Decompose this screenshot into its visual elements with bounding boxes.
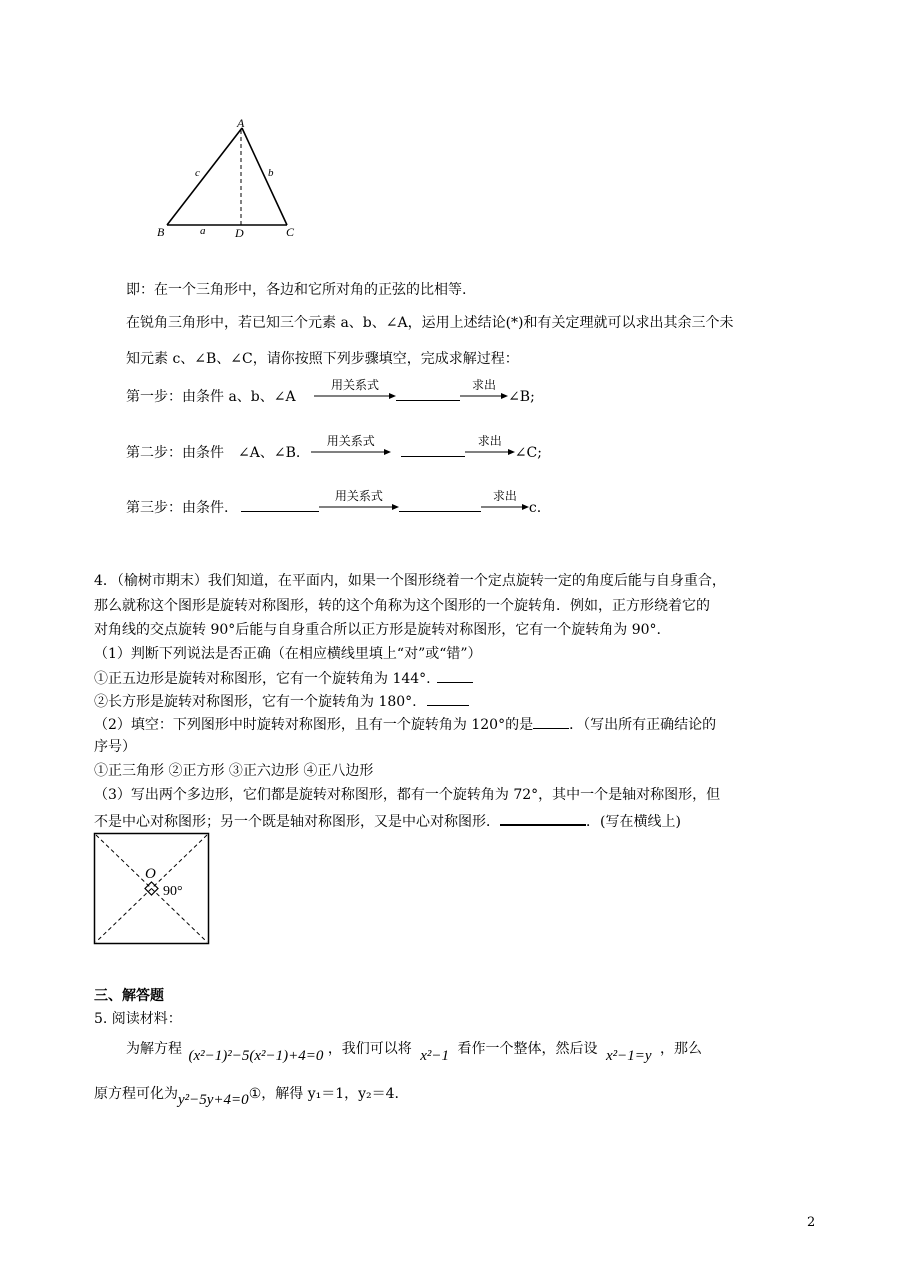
step2-row (126, 434, 542, 462)
step2-blank[interactable] (401, 442, 465, 457)
side-a: a (200, 225, 206, 237)
q5-l1d: ，那么 (659, 1041, 702, 1057)
q4-part3b: 不是中心对称图形；另一个既是轴对称图形，又是中心对称图形． (94, 814, 500, 830)
q5-title: 5. 阅读材料： (94, 1011, 182, 1027)
side-b: b (268, 167, 274, 179)
vertex-A: A (237, 116, 245, 130)
page-number: 2 (807, 1215, 816, 1230)
step2-arrow2 (465, 434, 515, 457)
q4-part2c: 序号） (94, 739, 136, 755)
q4-part1b-blank[interactable] (427, 691, 469, 706)
q5-eq2: x²−1 (420, 1048, 450, 1064)
step2-arrow1-label: 用关系式 (326, 434, 375, 448)
square-figure (93, 832, 211, 946)
q4-line3: 对角线的交点旋转 90°后能与自身重合所以正方形是旋转对称图形，它有一个旋转角为 90°. (94, 622, 661, 638)
q4-part3a: （3）写出两个多边形，它们都是旋转对称图形，都有一个旋转角为 72°，其中一个是轴对称图形，但 (94, 787, 721, 803)
step3-blank1[interactable] (241, 497, 319, 512)
step1-suffix: ∠B; (508, 389, 535, 405)
q4-part1: （1）判断下列说法是否正确（在相应横线里填上“对”或“错”） (94, 646, 482, 662)
acute-intro-line1: 在锐角三角形中，若已知三个元素 a、b、∠A，运用上述结论(*)和有关定理就可以求出其余三个未 (126, 315, 734, 331)
step2-arrow1 (311, 434, 391, 457)
step1-prefix: 第一步：由条件 a、b、∠A (126, 389, 296, 405)
step3-row (126, 489, 542, 517)
q4-line2: 那么就称这个图形是旋转对称图形，转的这个角称为这个图形的一个旋转角．例如，正方形绕着它的 (94, 598, 710, 614)
triangle-figure (150, 112, 310, 242)
vertex-C: C (286, 225, 295, 239)
step1-blank[interactable] (396, 386, 460, 401)
step1-arrow1-label: 用关系式 (331, 378, 380, 392)
q4-part2b: ．（写出所有正确结论的 (569, 717, 717, 733)
q4-part2a: （2）填空：下列图形中时旋转对称图形，且有一个旋转角为 120°的是 (94, 717, 534, 733)
q5-l1a: 为解方程 (126, 1041, 182, 1057)
q4-part1a-row (94, 668, 473, 688)
step1-row (126, 378, 535, 406)
q4-part1a-blank[interactable] (437, 668, 473, 683)
q4-part3-blank[interactable] (500, 810, 586, 826)
acute-intro-line2: 知元素 c、∠B、∠C，请你按照下列步骤填空，完成求解过程： (126, 351, 519, 367)
q4-part2-row (94, 714, 716, 734)
q5-eq4: y²−5y+4=0 (178, 1092, 249, 1108)
q5-l1c: 看作一个整体，然后设 (457, 1041, 598, 1057)
q5-l1b: ，我们可以将 (327, 1041, 412, 1057)
step3-prefix: 第三步：由条件. (126, 500, 229, 516)
vertex-D: D (235, 226, 244, 240)
q4-line1: 4．（榆树市期末）我们知道，在平面内，如果一个图形绕着一个定点旋转一定的角度后能与自身重合， (94, 573, 726, 589)
q4-part1b-row (94, 691, 469, 711)
step3-arrow1 (319, 489, 399, 512)
q4-part2-blank[interactable] (533, 714, 569, 729)
step3-arrow2-label: 求出 (492, 489, 517, 503)
side-c: c (195, 167, 200, 179)
step3-arrow2 (481, 489, 529, 512)
vertex-B: B (157, 225, 165, 239)
q5-l2b: ①，解得 y₁＝1，y₂＝4. (248, 1086, 399, 1102)
q4-part1b: ②长方形是旋转对称图形，它有一个旋转角为 180°. (94, 694, 417, 710)
step3-blank2[interactable] (399, 497, 481, 512)
q5-line2 (94, 1082, 399, 1106)
q4-part3-row (94, 810, 681, 831)
q5-l2a: 原方程可化为 (94, 1086, 178, 1102)
q5-eq1: (x²−1)²−5(x²−1)+4=0 (188, 1048, 324, 1064)
step1-arrow2-label: 求出 (472, 378, 497, 392)
square-angle-label: 90° (163, 884, 183, 899)
step1-arrow1 (314, 378, 396, 401)
step3-arrow1-label: 用关系式 (334, 489, 383, 503)
q4-part2d: ①正三角形 ②正方形 ③正六边形 ④正八边形 (94, 763, 374, 779)
q4-part3c: ．(写在横线上) (586, 814, 681, 830)
q5-line1 (126, 1035, 702, 1063)
step2-suffix: ∠C; (514, 445, 542, 461)
step3-suffix: c. (528, 500, 542, 516)
sine-law-statement: 即：在一个三角形中，各边和它所对角的正弦的比相等. (126, 282, 467, 298)
step1-arrow2 (460, 378, 508, 401)
section3-heading: 三、解答题 (94, 988, 164, 1004)
step2-arrow2-label: 求出 (477, 434, 502, 448)
q4-part1a: ①正五边形是旋转对称图形，它有一个旋转角为 144°. (94, 671, 431, 687)
step2-prefix: 第二步：由条件 ∠A、∠B. (126, 445, 301, 461)
q5-eq3: x²−1=y (605, 1048, 652, 1064)
square-center-O: O (145, 866, 156, 882)
